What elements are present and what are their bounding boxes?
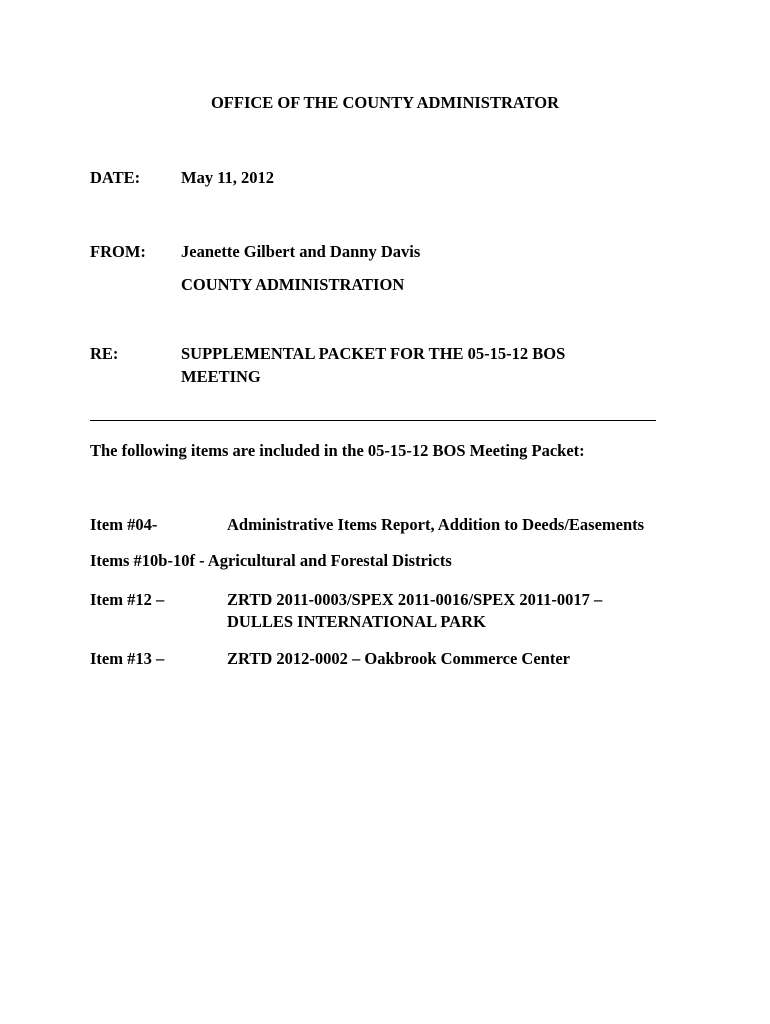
memo-title: OFFICE OF THE COUNTY ADMINISTRATOR (210, 93, 560, 112)
date-value: May 11, 2012 (181, 168, 275, 187)
item-13-text: ZRTD 2012-0002 – Oakbrook Commerce Center (227, 649, 570, 668)
from-label: FROM: (90, 242, 146, 261)
from-department: COUNTY ADMINISTRATION (181, 275, 405, 294)
item-12-text-line2: DULLES INTERNATIONAL PARK (227, 612, 486, 631)
item-12-text-line1: ZRTD 2011-0003/SPEX 2011-0016/SPEX 2011-0017 – (227, 590, 603, 609)
item-13-label: Item #13 – (90, 649, 165, 668)
item-12-label: Item #12 – (90, 590, 165, 609)
items-10b-10f-line: Items #10b-10f - Agricultural and Forestal Districts (90, 551, 452, 570)
item-04-text: Administrative Items Report, Addition to Deeds/Easements (227, 515, 645, 534)
item-04-label: Item #04- (90, 515, 158, 534)
from-names: Jeanette Gilbert and Danny Davis (181, 242, 421, 261)
intro-text: The following items are included in the 05-15-12 BOS Meeting Packet: (90, 441, 585, 460)
separator-rule (90, 420, 656, 421)
re-subject-line1: SUPPLEMENTAL PACKET FOR THE 05-15-12 BOS (181, 344, 566, 363)
re-subject-line2: MEETING (181, 367, 261, 386)
date-label: DATE: (90, 168, 141, 187)
re-label: RE: (90, 344, 119, 363)
